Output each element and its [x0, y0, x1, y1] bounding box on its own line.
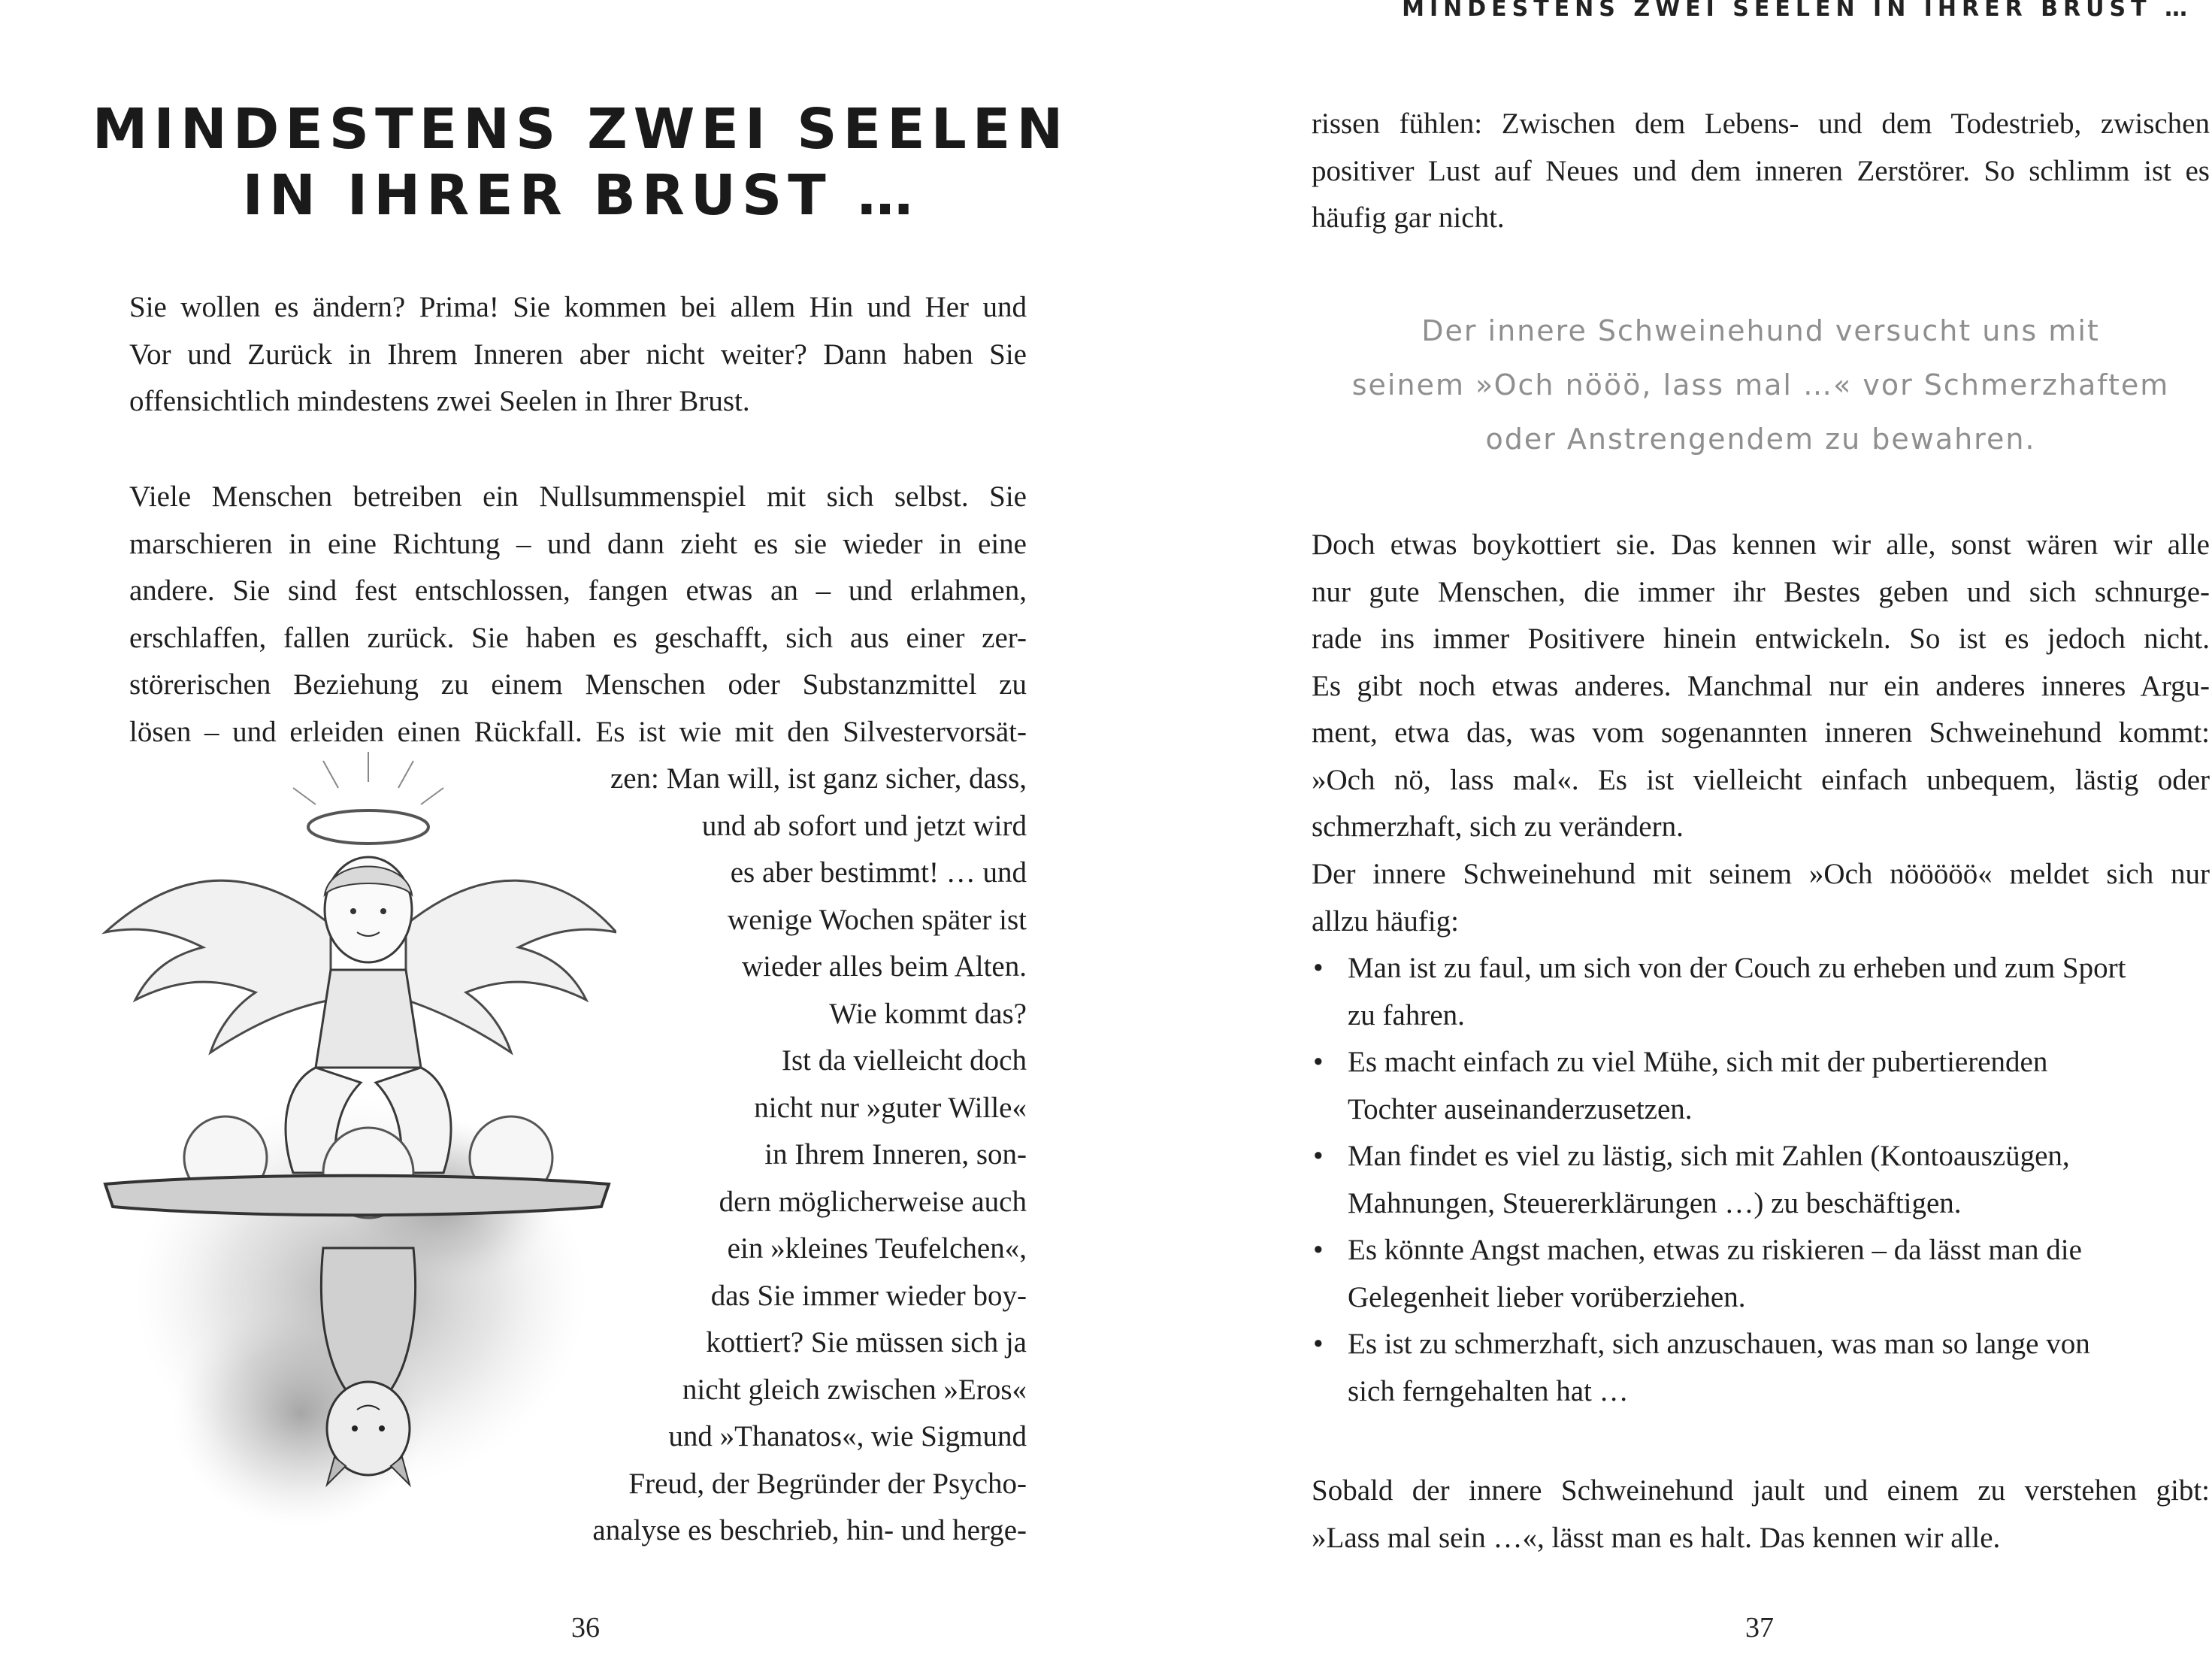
paragraph-nullsummenspiel [129, 474, 1027, 756]
pull-quote-line: Der innere Schweinehund versucht uns mit [1421, 314, 2100, 347]
list-item-line: • Man findet es viel zu lästig, sich mit Zahlen (Kontoauszügen, [1348, 1140, 2070, 1172]
text-line: erschlaffen, fallen zurück. Sie haben es geschafft, sich aus einer zer- [129, 621, 1027, 654]
text-line: rissen fühlen: Zwischen dem Lebens- und dem Todestrieb, zwischen [1312, 108, 2210, 140]
page-number: 37 [1745, 1612, 1774, 1643]
paragraph-continuation [1312, 101, 2210, 242]
text-line: Wie kommt das? [829, 997, 1027, 1030]
list-item [1312, 1039, 2210, 1133]
pull-quote-line: seinem »Och nööö, lass mal …« vor Schmerzhaftem [1351, 368, 2170, 401]
page-number: 36 [571, 1612, 600, 1643]
text-line: das Sie immer wieder boy- [710, 1279, 1027, 1312]
text-line: kottiert? Sie müssen sich ja [706, 1326, 1027, 1359]
text-line: dern möglicherweise auch [719, 1185, 1027, 1218]
halo-rays [293, 752, 443, 804]
text-line: »Lass mal sein …«, lässt man es halt. Das kennen wir alle. [1312, 1521, 2001, 1554]
text-line: andere. Sie sind fest entschlossen, fangen etwas an – und erlahmen, [129, 574, 1027, 607]
mirror-surface [105, 1176, 609, 1216]
chapter-title-line-2: IN IHRER BRUST … [242, 163, 919, 228]
paragraph-schweinehund [1312, 851, 2210, 945]
text-line: allzu häufig: [1312, 904, 1460, 938]
text-line: zen: Man will, ist ganz sicher, dass, [610, 762, 1027, 795]
chapter-title [0, 96, 1161, 229]
list-item [1312, 1133, 2210, 1227]
text-line: störerischen Beziehung zu einem Menschen oder Substanzmittel zu [129, 668, 1027, 701]
text-line: Vor und Zurück in Ihrem Inneren aber nicht weiter? Dann haben Sie [129, 338, 1027, 371]
paragraph-boykottiert [1312, 522, 2210, 851]
list-item-line: • Es könnte Angst machen, etwas zu riskieren – da lässt man die [1348, 1234, 2082, 1266]
bullet-list [1312, 945, 2210, 1415]
text-line: Viele Menschen betreiben ein Nullsummenspiel mit sich selbst. Sie [129, 480, 1027, 513]
text-line: offensichtlich mindestens zwei Seelen in Ihrer Brust. [129, 385, 750, 417]
text-line: Freud, der Begründer der Psycho- [628, 1467, 1027, 1500]
list-item-line: • Man ist zu faul, um sich von der Couch zu erheben und zum Sport [1348, 952, 2126, 984]
list-item [1312, 1321, 2210, 1415]
list-item [1312, 1227, 2210, 1321]
paragraph-intro [129, 284, 1027, 426]
text-line: marschieren in eine Richtung – und dann zieht es sie wieder in eine [129, 527, 1027, 560]
left-wing [105, 880, 331, 1053]
paragraph-closing [1312, 1468, 2210, 1562]
text-line: »Och nö, lass mal«. Es ist vielleicht einfach unbequem, lästig oder [1312, 763, 2210, 796]
text-line: nicht nur »guter Wille« [754, 1091, 1027, 1124]
text-line: Der innere Schweinehund mit seinem »Och nööööö« meldet sich nur [1312, 858, 2210, 890]
text-line: ment, etwa das, was vom sogenannten inneren Schweinehund kommt: [1312, 716, 2210, 749]
list-item-line: • Es ist zu schmerzhaft, sich anzuschauen, was man so lange von [1348, 1328, 2090, 1360]
text-line: Sobald der innere Schweinehund jault und einem zu verstehen gibt: [1312, 1474, 2210, 1507]
chapter-title-line-1: MINDESTENS ZWEI SEELEN [92, 97, 1070, 162]
text-line: es aber bestimmt! … und [730, 856, 1027, 889]
text-line: häufig gar nicht. [1312, 201, 1505, 234]
halo [308, 810, 428, 844]
text-line: positiver Lust auf Neues und dem inneren Zerstörer. So schlimm ist es [1312, 154, 2210, 187]
text-line: und »Thanatos«, wie Sigmund [668, 1420, 1027, 1453]
list-item-line: • Es macht einfach zu viel Mühe, sich mit der pubertierenden [1348, 1046, 2048, 1078]
list-item-line: Tochter auseinanderzusetzen. [1348, 1092, 1693, 1125]
list-item-line: sich ferngehalten hat … [1348, 1374, 1629, 1407]
text-line: lösen – und erleiden einen Rückfall. Es ist wie mit den Silvestervorsät- [129, 715, 1027, 748]
text-line: und ab sofort und jetzt wird [701, 809, 1027, 842]
paragraph-wrapped-around-illustration [592, 756, 1027, 1555]
text-line: ein »kleines Teufelchen«, [727, 1232, 1027, 1265]
running-head: MINDESTENS ZWEI SEELEN IN IHRER BRUST … [1402, 0, 2192, 22]
text-line: Ist da vielleicht doch [782, 1044, 1027, 1077]
list-item-line: Mahnungen, Steuererklärungen …) zu beschäftigen. [1348, 1186, 1962, 1219]
text-line: Es gibt noch etwas anderes. Manchmal nur ein anderes inneres Argu- [1312, 669, 2210, 702]
text-line: wenige Wochen später ist [728, 903, 1027, 936]
pull-quote [1312, 304, 2210, 466]
devil-reflection [321, 1248, 415, 1485]
list-item [1312, 945, 2210, 1039]
right-wing [406, 880, 616, 1053]
right-page [1106, 0, 2212, 1654]
list-item-line: zu fahren. [1348, 998, 1465, 1031]
text-line: nur gute Menschen, die immer ihr Bestes geben und sich schnurge- [1312, 575, 2210, 608]
text-line: nicht gleich zwischen »Eros« [682, 1373, 1027, 1406]
text-line: schmerzhaft, sich zu verändern. [1312, 810, 1684, 843]
angel-devil-illustration [90, 752, 616, 1579]
list-item-line: Gelegenheit lieber vorüberziehen. [1348, 1280, 1746, 1313]
text-line: Doch etwas boykottiert sie. Das kennen wir alle, sonst wären wir alle [1312, 529, 2210, 561]
text-line: wieder alles beim Alten. [741, 950, 1027, 983]
text-line: Sie wollen es ändern? Prima! Sie kommen bei allem Hin und Her und [129, 291, 1027, 323]
text-line: in Ihrem Inneren, son- [764, 1138, 1027, 1171]
pull-quote-line: oder Anstrengendem zu bewahren. [1485, 423, 2036, 456]
text-line: analyse es beschrieb, hin- und herge- [592, 1514, 1027, 1546]
text-line: rade ins immer Positivere hinein entwickeln. So ist es jedoch nicht. [1312, 623, 2210, 655]
